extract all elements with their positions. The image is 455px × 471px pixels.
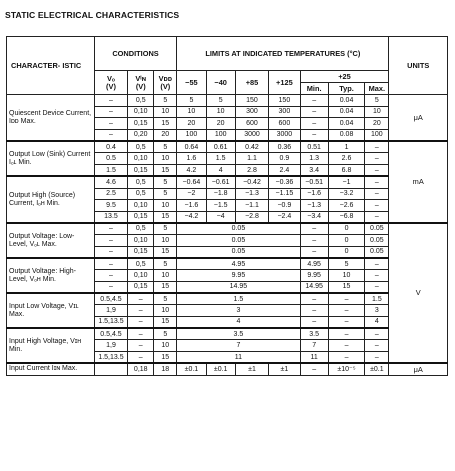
table-cell: – <box>94 246 127 258</box>
table-cell: 11 <box>300 352 328 364</box>
table-cell: 9.95 <box>300 270 328 282</box>
table-cell: 0.5,4.5 <box>94 293 127 305</box>
table-cell: 10 <box>154 270 177 282</box>
table-cell: 5 <box>328 258 365 270</box>
table-cell: 1.5,13.5 <box>94 317 127 329</box>
table-cell: 100 <box>365 130 389 142</box>
table-cell: – <box>300 293 328 305</box>
table-cell: 600 <box>269 118 300 130</box>
table-cell: −4 <box>206 211 235 223</box>
table-cell: – <box>128 317 154 329</box>
table-cell: – <box>328 352 365 364</box>
unit-cell: μA <box>389 363 448 375</box>
table-body <box>7 95 448 376</box>
characteristic-label: Quiescent Device Current, Iᴅᴅ Max. <box>7 95 95 142</box>
table-cell: – <box>94 223 127 235</box>
table-cell: 5 <box>154 328 177 340</box>
table-cell: 1.3 <box>300 153 328 165</box>
table-cell: 0.5 <box>94 153 127 165</box>
table-cell: −1.1 <box>235 200 268 212</box>
vin-label: Vᴵɴ <box>135 73 147 83</box>
table-cell: 14.95 <box>177 282 300 294</box>
table-cell: −0.9 <box>269 200 300 212</box>
table-cell: – <box>300 246 328 258</box>
table-cell: – <box>365 258 389 270</box>
table-cell: – <box>300 235 328 247</box>
table-cell: 0.05 <box>365 235 389 247</box>
temp-m40-header: −40 <box>206 71 235 95</box>
temp-m55-header: −55 <box>177 71 206 95</box>
characteristic-label: Output Voltage: High-Level, Vₒʜ Min. <box>7 258 95 293</box>
table-cell: 0.05 <box>177 223 300 235</box>
table-cell: 5 <box>154 176 177 188</box>
table-row <box>7 293 448 305</box>
table-cell: – <box>128 305 154 317</box>
table-cell: – <box>94 282 127 294</box>
table-cell: ±10⁻⁵ <box>328 363 365 375</box>
characteristic-label: Output Voltage: Low-Level, Vₒʟ Max. <box>7 223 95 258</box>
table-cell: −0.64 <box>177 176 206 188</box>
table-cell: 0,10 <box>128 153 154 165</box>
units-header: UNITS <box>389 37 448 95</box>
table-cell: 5 <box>206 95 235 107</box>
unit-cell: μA <box>389 95 448 142</box>
table-cell: 3 <box>177 305 300 317</box>
table-cell: 10 <box>154 340 177 352</box>
table-cell: 4.95 <box>300 258 328 270</box>
table-cell: 10 <box>206 106 235 118</box>
table-cell: – <box>300 118 328 130</box>
table-cell: 15 <box>328 282 365 294</box>
table-cell: 5 <box>177 95 206 107</box>
table-cell: 300 <box>269 106 300 118</box>
table-cell: 5 <box>154 188 177 200</box>
table-cell: 0.08 <box>328 130 365 142</box>
table-cell: 1,9 <box>94 340 127 352</box>
table-cell: 0.05 <box>365 246 389 258</box>
table-cell: 7 <box>177 340 300 352</box>
table-cell: 10 <box>328 270 365 282</box>
table-cell: 150 <box>235 95 268 107</box>
table-cell: 0 <box>328 246 365 258</box>
table-cell: 3.4 <box>300 165 328 177</box>
table-cell: 0.04 <box>328 118 365 130</box>
table-cell: 1,9 <box>94 305 127 317</box>
table-cell: 20 <box>177 118 206 130</box>
table-cell: 0.05 <box>177 246 300 258</box>
table-cell: −6.8 <box>328 211 365 223</box>
table-row <box>7 258 448 270</box>
table-cell: 3000 <box>269 130 300 142</box>
table-cell: 18 <box>154 363 177 375</box>
table-cell: ±0.1 <box>206 363 235 375</box>
table-cell: 11 <box>177 352 300 364</box>
vdd-header <box>154 71 177 95</box>
table-cell: −1.6 <box>300 188 328 200</box>
max-header: Max. <box>365 83 389 95</box>
table-cell: – <box>328 305 365 317</box>
table-cell: 2.8 <box>235 165 268 177</box>
table-cell: 10 <box>154 200 177 212</box>
table-cell: 2.4 <box>269 165 300 177</box>
table-cell: 3.5 <box>177 328 300 340</box>
table-cell: 1.5 <box>365 293 389 305</box>
table-cell: – <box>328 317 365 329</box>
temp-25-header: +25 <box>300 71 389 83</box>
table-header <box>7 37 448 95</box>
table-cell: 7 <box>300 340 328 352</box>
table-cell: −0.42 <box>235 176 268 188</box>
table-cell: 0,10 <box>128 106 154 118</box>
table-cell: ±0.1 <box>177 363 206 375</box>
temp-125-header: +125 <box>269 71 300 95</box>
table-cell: 0,10 <box>128 200 154 212</box>
table-cell: 0,15 <box>128 246 154 258</box>
vin-unit: (V) <box>135 81 146 91</box>
table-cell: ±0.1 <box>365 363 389 375</box>
vo-label: Vₒ <box>106 73 115 83</box>
table-cell: 10 <box>154 235 177 247</box>
table-cell: 0,15 <box>128 211 154 223</box>
table-cell: – <box>94 95 127 107</box>
table-cell: 0.9 <box>269 153 300 165</box>
table-cell: 0,5 <box>128 258 154 270</box>
table-cell: – <box>128 340 154 352</box>
table-cell: −1.3 <box>300 200 328 212</box>
table-cell: – <box>300 317 328 329</box>
table-cell: −2 <box>177 188 206 200</box>
table-cell: −2.4 <box>269 211 300 223</box>
table-cell: −4.2 <box>177 211 206 223</box>
table-cell: – <box>365 165 389 177</box>
table-cell: 10 <box>154 305 177 317</box>
table-cell: 15 <box>154 352 177 364</box>
table-cell: – <box>300 130 328 142</box>
table-cell: 15 <box>154 211 177 223</box>
table-cell: 20 <box>206 118 235 130</box>
table-cell: 5 <box>154 141 177 153</box>
table-cell: 6.8 <box>328 165 365 177</box>
table-cell: 15 <box>154 165 177 177</box>
vin-header <box>128 71 154 95</box>
table-cell: 14.95 <box>300 282 328 294</box>
table-row <box>7 141 448 153</box>
table-cell: −1.6 <box>177 200 206 212</box>
table-cell: – <box>365 153 389 165</box>
table-cell: – <box>365 211 389 223</box>
table-cell: – <box>94 130 127 142</box>
table-cell: 10 <box>177 106 206 118</box>
table-cell: −1.8 <box>206 188 235 200</box>
table-cell: 0 <box>328 235 365 247</box>
table-cell: – <box>365 328 389 340</box>
characteristic-label: Output Low (Sink) Current Iₒʟ Min. <box>7 141 95 176</box>
table-cell: 2.5 <box>94 188 127 200</box>
static-characteristics-table <box>6 36 448 376</box>
table-cell: 300 <box>235 106 268 118</box>
table-cell: 3 <box>365 305 389 317</box>
table-cell: 15 <box>154 282 177 294</box>
characteristic-label: Input Current Iɪɴ Max. <box>7 363 95 375</box>
table-cell: 15 <box>154 317 177 329</box>
vdd-unit: (V) <box>160 81 171 91</box>
table-cell: – <box>300 223 328 235</box>
table-cell: 5 <box>154 293 177 305</box>
table-cell: −1.3 <box>235 188 268 200</box>
table-cell: 9.5 <box>94 200 127 212</box>
table-cell: – <box>300 305 328 317</box>
table-cell: – <box>300 106 328 118</box>
table-cell: 0,18 <box>128 363 154 375</box>
table-cell: 0,5 <box>128 176 154 188</box>
table-cell: −1 <box>328 176 365 188</box>
table-cell: 1 <box>328 141 365 153</box>
table-cell: – <box>94 118 127 130</box>
table-cell: 15 <box>154 118 177 130</box>
table-cell: 0.36 <box>269 141 300 153</box>
table-cell: 4.95 <box>177 258 300 270</box>
table-cell: – <box>365 141 389 153</box>
table-cell: 20 <box>154 130 177 142</box>
table-cell: ±1 <box>269 363 300 375</box>
table-cell: 3.5 <box>300 328 328 340</box>
table-cell: 13.5 <box>94 211 127 223</box>
table-cell: −0.36 <box>269 176 300 188</box>
table-row <box>7 95 448 107</box>
table-cell: 100 <box>206 130 235 142</box>
table-cell: – <box>328 340 365 352</box>
table-cell: 1.5,13.5 <box>94 352 127 364</box>
table-cell: – <box>300 363 328 375</box>
table-cell: – <box>328 293 365 305</box>
table-cell: 0.05 <box>365 223 389 235</box>
characteristic-header: CHARACTER- ISTIC <box>7 37 95 95</box>
table-cell: 0 <box>328 223 365 235</box>
table-cell: – <box>128 293 154 305</box>
table-cell: 4.6 <box>94 176 127 188</box>
table-cell: 5 <box>154 95 177 107</box>
table-cell: – <box>128 328 154 340</box>
table-cell: 4.2 <box>177 165 206 177</box>
table-cell: 4 <box>365 317 389 329</box>
table-cell: 1.1 <box>235 153 268 165</box>
table-cell: −2.8 <box>235 211 268 223</box>
table-cell: 0.5,4.5 <box>94 328 127 340</box>
table-cell: −0.51 <box>300 176 328 188</box>
table-cell: 0.04 <box>328 106 365 118</box>
table-row <box>7 176 448 188</box>
table-cell: 0,5 <box>128 223 154 235</box>
characteristic-label: Input High Voltage, Vɪʜ Min. <box>7 328 95 363</box>
limits-header: LIMITS AT INDICATED TEMPERATURES (°C) <box>177 37 389 71</box>
typ-header: Typ. <box>328 83 365 95</box>
table-cell: −0.61 <box>206 176 235 188</box>
table-cell: 0.61 <box>206 141 235 153</box>
table-cell: – <box>94 106 127 118</box>
table-cell: – <box>328 328 365 340</box>
table-cell: 0,5 <box>128 188 154 200</box>
table-cell: – <box>365 340 389 352</box>
table-cell: 0.51 <box>300 141 328 153</box>
characteristic-label: Input Low Voltage, Vɪʟ Max. <box>7 293 95 328</box>
table-row <box>7 363 448 375</box>
table-cell: 10 <box>365 106 389 118</box>
table-cell: 0,15 <box>128 165 154 177</box>
table-cell: 9.95 <box>177 270 300 282</box>
table-cell: 0,10 <box>128 235 154 247</box>
table-cell: 5 <box>365 95 389 107</box>
table-cell: 0,15 <box>128 118 154 130</box>
table-cell: 3000 <box>235 130 268 142</box>
table-cell: 0.04 <box>328 95 365 107</box>
table-cell: 1.5 <box>94 165 127 177</box>
table-cell: 2.6 <box>328 153 365 165</box>
table-cell: 10 <box>154 106 177 118</box>
table-cell: 5 <box>154 223 177 235</box>
table-cell: – <box>365 200 389 212</box>
table-cell: 0.42 <box>235 141 268 153</box>
table-cell: 0.64 <box>177 141 206 153</box>
table-cell: – <box>128 352 154 364</box>
table-cell: – <box>300 95 328 107</box>
table-cell: 0.05 <box>177 235 300 247</box>
table-cell: 0,5 <box>128 95 154 107</box>
conditions-header: CONDITIONS <box>94 37 177 71</box>
vdd-label: Vᴅᴅ <box>158 73 172 83</box>
table-cell: – <box>365 282 389 294</box>
table-cell: 0.4 <box>94 141 127 153</box>
table-cell: ±1 <box>235 363 268 375</box>
table-cell: – <box>94 258 127 270</box>
table-cell: 0,20 <box>128 130 154 142</box>
table-cell: 4 <box>177 317 300 329</box>
table-cell: – <box>365 270 389 282</box>
table-cell: 15 <box>154 246 177 258</box>
table-row <box>7 328 448 340</box>
table-row <box>7 223 448 235</box>
table-cell: 1.6 <box>177 153 206 165</box>
table-cell: 1.5 <box>177 293 300 305</box>
table-cell: 5 <box>154 258 177 270</box>
table-cell: 150 <box>269 95 300 107</box>
vo-unit: (V) <box>106 81 116 91</box>
table-cell: −1.5 <box>206 200 235 212</box>
table-cell: 10 <box>154 153 177 165</box>
table-cell: 100 <box>177 130 206 142</box>
table-cell: 0,5 <box>128 141 154 153</box>
page-title: STATIC ELECTRICAL CHARACTERISTICS <box>5 10 180 20</box>
table-cell: – <box>365 176 389 188</box>
table-cell: 4 <box>206 165 235 177</box>
table-cell: −2.6 <box>328 200 365 212</box>
min-header: Min. <box>300 83 328 95</box>
table-cell: 1.5 <box>206 153 235 165</box>
table-cell <box>94 363 127 375</box>
table-cell: 600 <box>235 118 268 130</box>
table-cell: 20 <box>365 118 389 130</box>
table-cell: – <box>94 270 127 282</box>
table-cell: −1.15 <box>269 188 300 200</box>
table-cell: – <box>365 188 389 200</box>
table-cell: 0,10 <box>128 270 154 282</box>
table-cell: −3.2 <box>328 188 365 200</box>
characteristic-label: Output High (Source) Current, Iₒʜ Min. <box>7 176 95 223</box>
unit-cell: V <box>389 223 448 363</box>
table-cell: – <box>94 235 127 247</box>
temp-85-header: +85 <box>235 71 268 95</box>
unit-cell: mA <box>389 141 448 223</box>
table-cell: 0,15 <box>128 282 154 294</box>
vo-header <box>94 71 127 95</box>
table-cell: −3.4 <box>300 211 328 223</box>
table-cell: – <box>365 352 389 364</box>
